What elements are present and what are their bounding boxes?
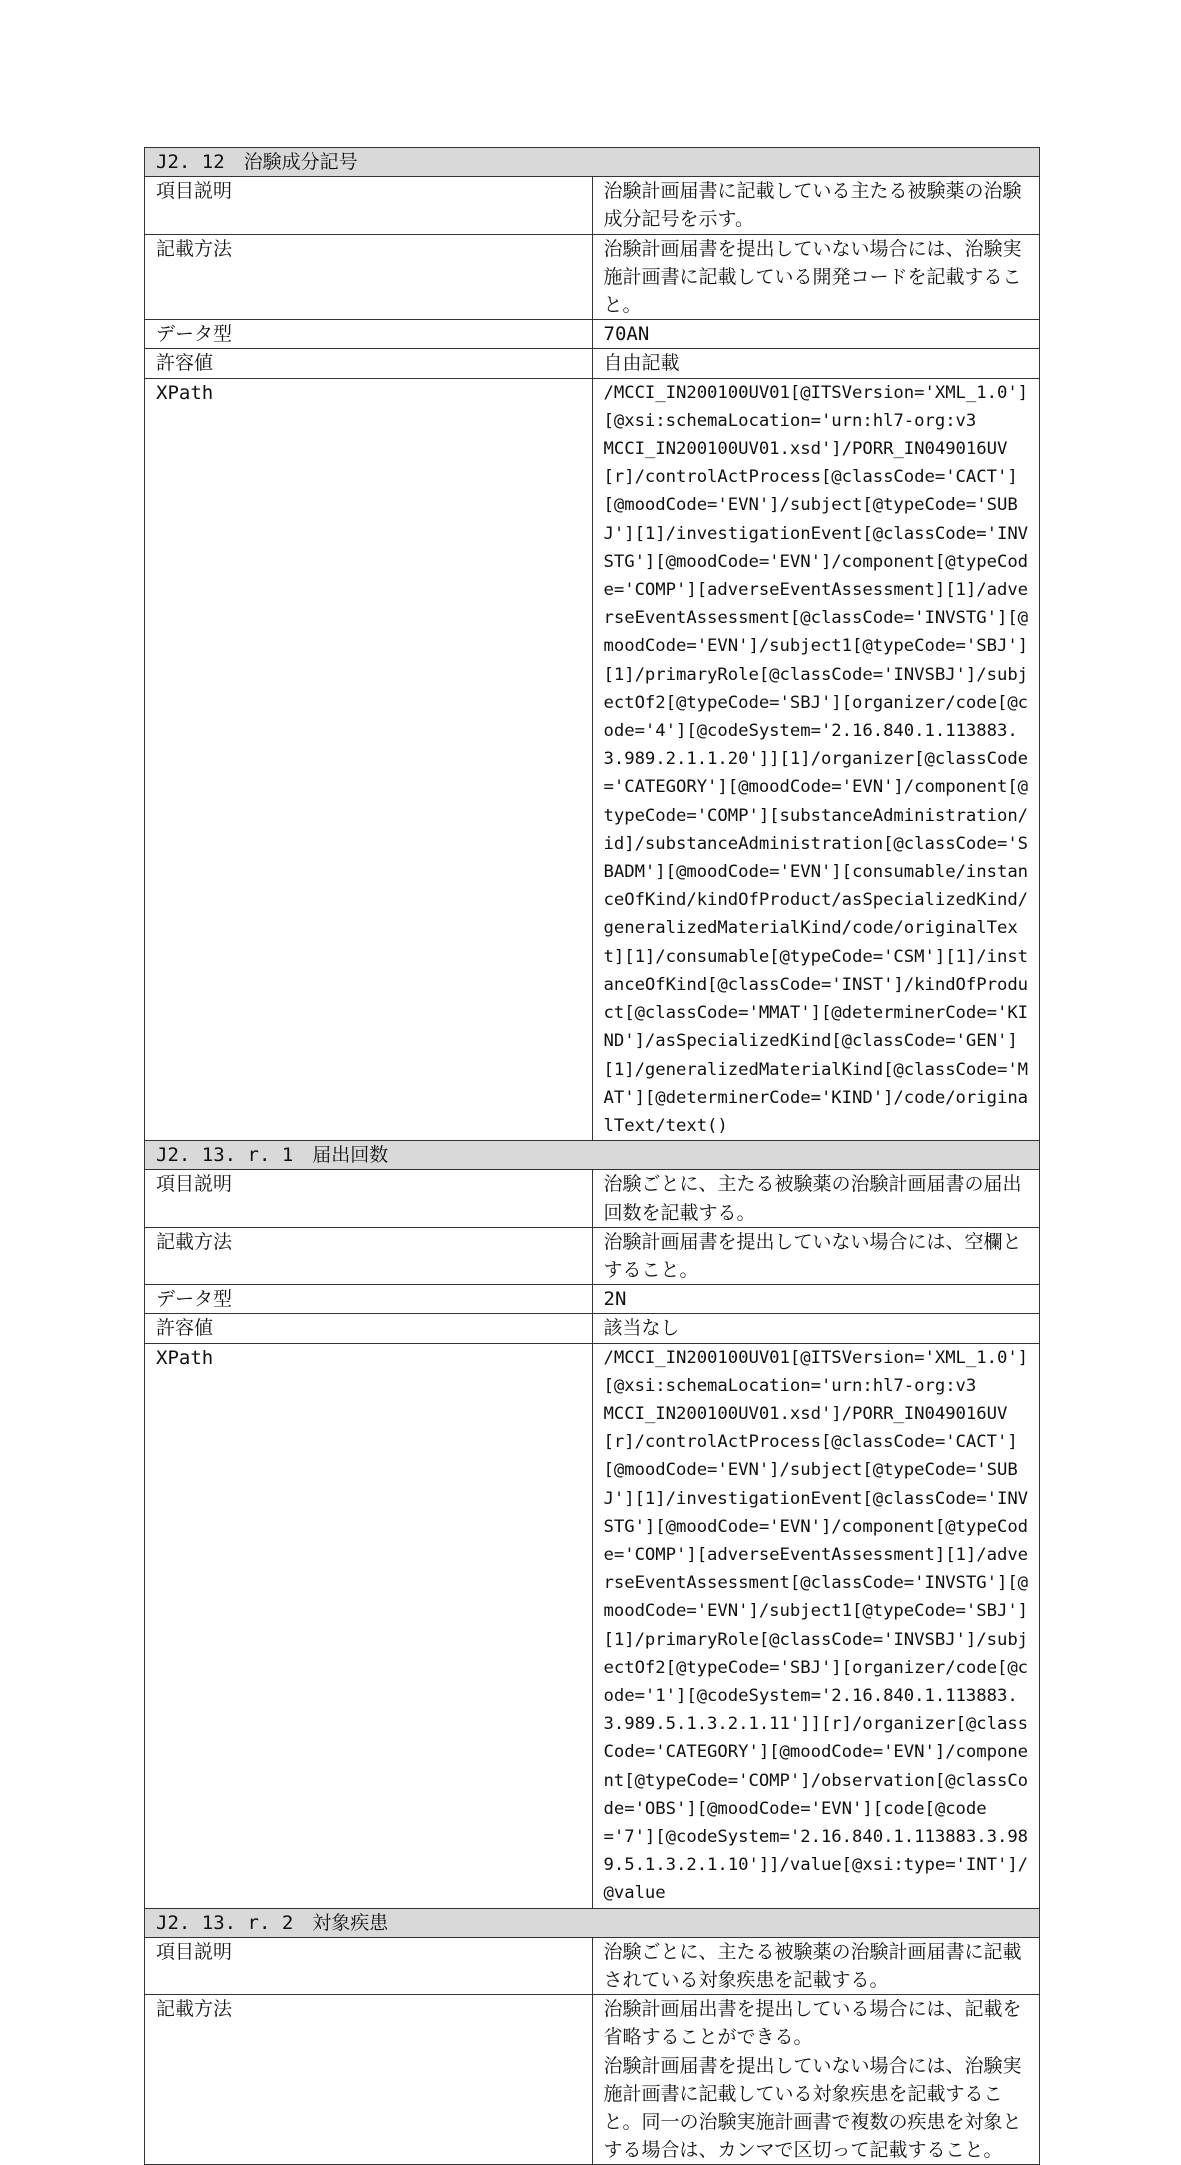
table-row [145, 1285, 1040, 1314]
field-value [592, 1170, 1040, 1227]
value-paragraph: 該当なし [603, 1317, 680, 1340]
table-row [145, 1170, 1040, 1227]
section-header-row [145, 1908, 1040, 1937]
table-row [145, 378, 1040, 1140]
value-paragraph: 治験計画届書を提出していない場合には、治験実施計画書に記載している対象疾患を記載すること。同一の治験実施計画書で複数の疾患を対象とする場合は、カンマで区切って記載すること。 [603, 2054, 1022, 2162]
table-row [145, 234, 1040, 320]
table-row [145, 1227, 1040, 1284]
field-label: XPath [145, 1343, 593, 1908]
table-row [145, 1314, 1040, 1343]
section-header-row [145, 148, 1040, 177]
value-paragraph: 2N [603, 1288, 627, 1311]
value-paragraph: MCCI_IN200100UV01.xsd']/PORR_IN049016UV[r]/controlActProcess[@classCode='CACT'][@moodCode='EVN']/subject[@typeCode='SUBJ'][1]/investigationEvent[@classCode='INVSTG'][@moodCode='EVN']/component[@typeCode='COMP'][adverseEventAssessment][1]/adverseEventAssessment[@classCode='INVSTG'][@moodCode='EVN']/subject1[@typeCode='SBJ'][1]/primaryRole[@classCode='INVSBJ']/subjectOf2[@typeCode='SBJ'][organizer/code[@code='1'][@codeSystem='2.16.840.1.113883.3.989.5.1.3.2.1.11']][r]/organizer[@classCode='CATEGORY'][@moodCode='EVN']/component[@typeCode='COMP']/observation[@classCode='OBS'][@moodCode='EVN'][code[@code='7'][@codeSystem='2.16.840.1.113883.3.989.5.1.3.2.1.10']]/value[@xsi:type='INT']/@value [603, 1403, 1029, 1904]
field-value [592, 1314, 1040, 1343]
field-value [592, 1937, 1040, 1994]
field-label: データ型 [145, 320, 593, 349]
field-label: データ型 [145, 1285, 593, 1314]
field-label: 記載方法 [145, 1227, 593, 1284]
xpath-value [592, 378, 1040, 1140]
value-paragraph: /MCCI_IN200100UV01[@ITSVersion='XML_1.0'][@xsi:schemaLocation='urn:hl7-org:v3 [603, 1347, 1029, 1396]
field-value [592, 177, 1040, 234]
table-row [145, 1343, 1040, 1908]
field-label: XPath [145, 378, 593, 1140]
field-label: 項目説明 [145, 177, 593, 234]
field-label: 記載方法 [145, 1995, 593, 2165]
section-title: J2. 12 治験成分記号 [145, 148, 1040, 177]
value-paragraph: 治験計画届書を提出していない場合には、空欄とすること。 [603, 1230, 1022, 1281]
field-label: 記載方法 [145, 234, 593, 320]
value-paragraph: 自由記載 [603, 352, 680, 375]
section-header-row [145, 1141, 1040, 1170]
spec-table [144, 147, 1040, 2165]
value-paragraph: 治験計画届出書を提出している場合には、記載を省略することができる。 [603, 1998, 1022, 2049]
xpath-value [592, 1343, 1040, 1908]
field-value [592, 1227, 1040, 1284]
field-value [592, 234, 1040, 320]
table-row [145, 177, 1040, 234]
field-label: 項目説明 [145, 1170, 593, 1227]
table-row [145, 320, 1040, 349]
section-title: J2. 13. r. 1 届出回数 [145, 1141, 1040, 1170]
table-row [145, 1937, 1040, 1994]
field-label: 項目説明 [145, 1937, 593, 1994]
value-paragraph: /MCCI_IN200100UV01[@ITSVersion='XML_1.0'][@xsi:schemaLocation='urn:hl7-org:v3 [603, 382, 1029, 431]
field-value [592, 349, 1040, 378]
value-paragraph: 70AN [603, 323, 650, 346]
field-value [592, 1285, 1040, 1314]
field-label: 許容値 [145, 349, 593, 378]
field-label: 許容値 [145, 1314, 593, 1343]
table-row [145, 349, 1040, 378]
value-paragraph: 治験ごとに、主たる被験薬の治験計画届書に記載されている対象疾患を記載する。 [603, 1940, 1022, 1991]
table-row [145, 1995, 1040, 2165]
value-paragraph: 治験計画届書に記載している主たる被験薬の治験成分記号を示す。 [603, 180, 1022, 231]
section-title: J2. 13. r. 2 対象疾患 [145, 1908, 1040, 1937]
value-paragraph: 治験ごとに、主たる被験薬の治験計画届書の届出回数を記載する。 [603, 1173, 1022, 1224]
field-value [592, 320, 1040, 349]
value-paragraph: 治験計画届書を提出していない場合には、治験実施計画書に記載している開発コードを記載すること。 [603, 237, 1022, 317]
value-paragraph: MCCI_IN200100UV01.xsd']/PORR_IN049016UV[r]/controlActProcess[@classCode='CACT'][@moodCode='EVN']/subject[@typeCode='SUBJ'][1]/investigationEvent[@classCode='INVSTG'][@moodCode='EVN']/component[@typeCode='COMP'][adverseEventAssessment][1]/adverseEventAssessment[@classCode='INVSTG'][@moodCode='EVN']/subject1[@typeCode='SBJ'][1]/primaryRole[@classCode='INVSBJ']/subjectOf2[@typeCode='SBJ'][organizer/code[@code='4'][@codeSystem='2.16.840.1.113883.3.989.2.1.1.20']][1]/organizer[@classCode='CATEGORY'][@moodCode='EVN']/component[@typeCode='COMP'][substanceAdministration/id]/substanceAdministration[@classCode='SBADM'][@moodCode='EVN'][consumable/instanceOfKind/kindOfProduct/asSpecializedKind/generalizedMaterialKind/code/originalText][1]/consumable[@typeCode='CSM'][1]/instanceOfKind[@classCode='INST']/kindOfProduct[@classCode='MMAT'][@determinerCode='KIND']/asSpecializedKind[@classCode='GEN'][1]/generalizedMaterialKind[@classCode='MAT'][@determinerCode='KIND']/code/originalText/text() [603, 439, 1029, 1136]
field-value [592, 1995, 1040, 2165]
